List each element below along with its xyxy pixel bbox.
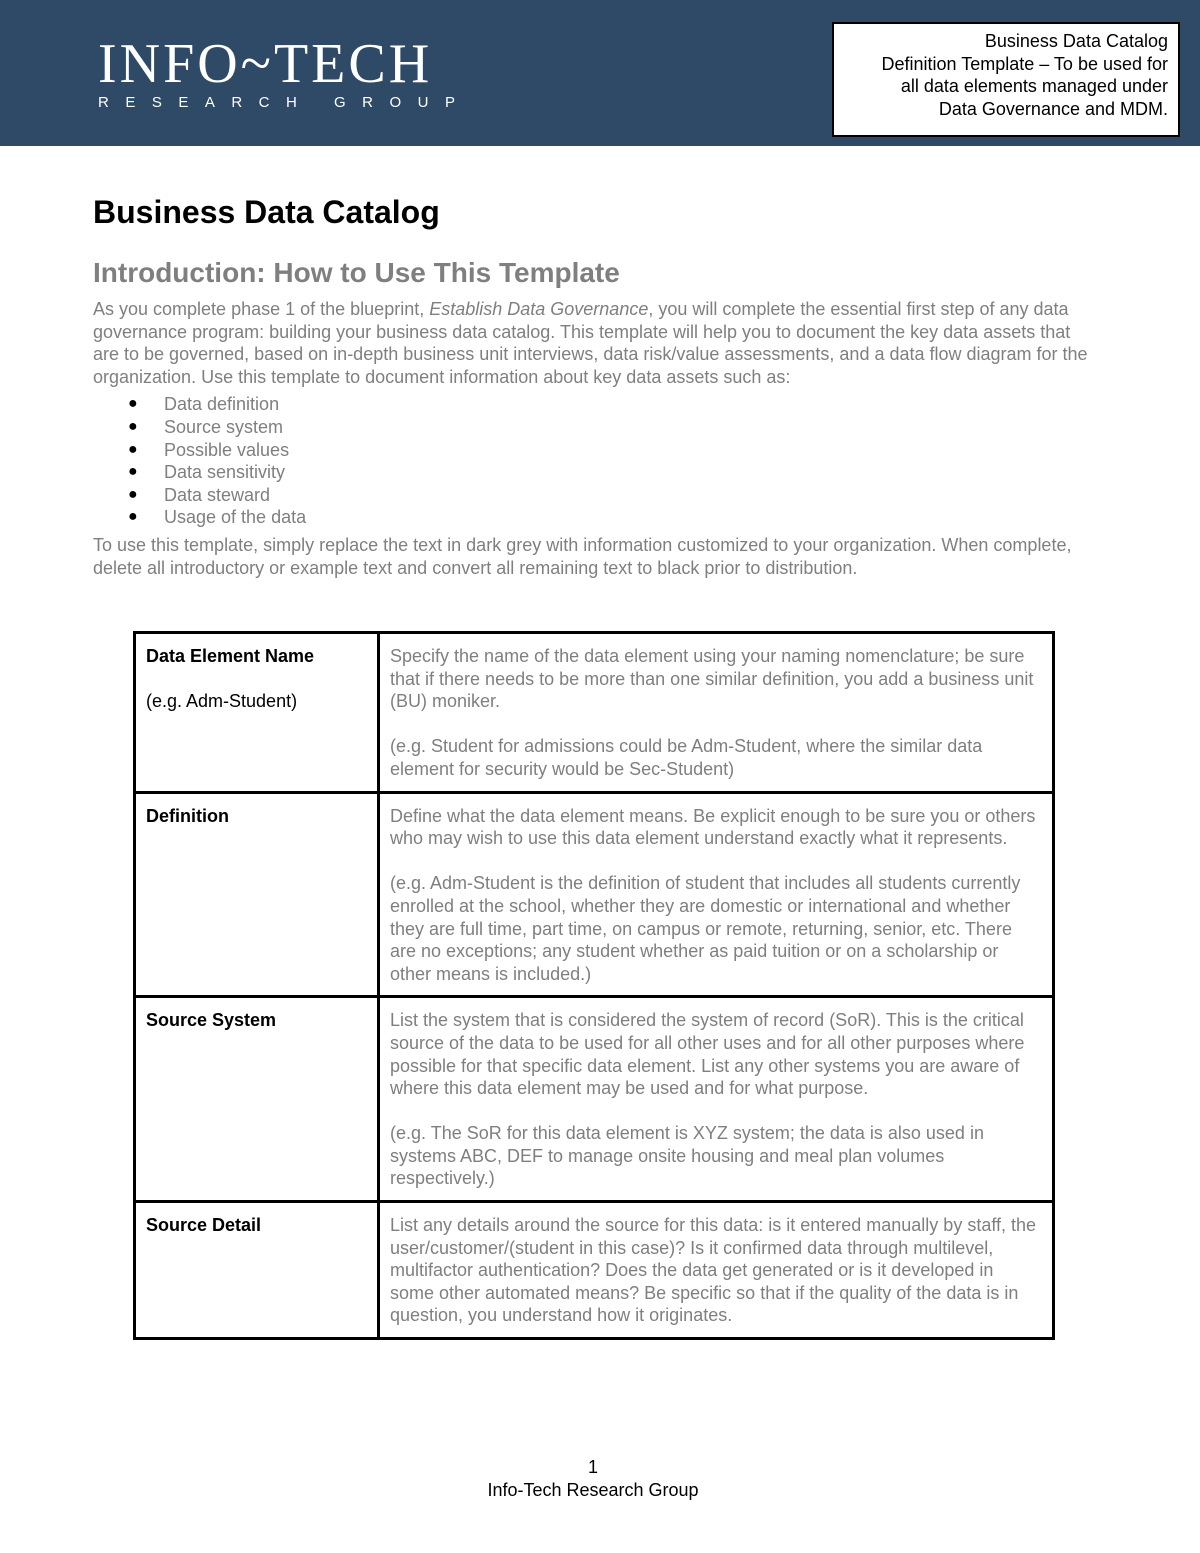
list-item: [93, 393, 1093, 416]
list-item-text: Usage of the data: [164, 507, 307, 528]
intro-text: , you will complete the essential first step of any data governance program: building your business data catalog. This template will help you to document the key data assets that are to be governed, based on in-depth business unit interviews, data risk/value assessments, and a data flow diagram for the organization. Use this template to document information about key data assets such as:: [93, 299, 1088, 387]
content-example: (e.g. Adm-Student is the definition of student that includes all students currently enrolled at the school, whether they are domestic or international and whether they are full time, part time, on campus or remote, returning, senior, etc. There are no exceptions; any student whether as paid tuition or on a scholarship or other means is included.): [390, 873, 1021, 984]
list-item-text: Source system: [164, 416, 284, 437]
content-example: (e.g. The SoR for this data element is XYZ system; the data is also used in systems ABC, DEF to manage onsite housing and meal plan volumes respectively.): [390, 1123, 984, 1189]
bullet-icon: ●: [128, 485, 138, 503]
bullet-icon: ●: [128, 440, 138, 458]
table-row: [135, 1202, 1054, 1339]
content-example: (e.g. Student for admissions could be Adm-Student, where the similar data element for security would be Sec-Student): [390, 736, 983, 779]
blueprint-phase-name: Establish Data Governance: [429, 299, 649, 319]
intro-paragraph: [93, 298, 1093, 388]
row-label: Definition: [146, 805, 229, 826]
content-paragraph: List any details around the source for this data: is it entered manually by staff, the user/customer/(student in this case)? Is it confirmed data through multilevel, multifactor authentication? Does the data get generated or is it developed in some other automated means? Be specific so that if the quality of the data is in question, you understand how it originates.: [390, 1215, 1037, 1326]
row-label-cell: [135, 633, 379, 793]
header-box-line: Definition Template – To be used for: [881, 53, 1168, 74]
bullet-icon: ●: [128, 417, 138, 435]
row-content-cell[interactable]: [379, 997, 1054, 1202]
row-label-cell: [135, 1202, 379, 1339]
header-box-line: all data elements managed under: [900, 76, 1168, 97]
list-item-text: Possible values: [164, 439, 290, 460]
row-label-cell: [135, 792, 379, 997]
instructions-paragraph: To use this template, simply replace the text in dark grey with information customized to your organization. When complete, delete all introductory or example text and convert all remaining text to black prior to distribution.: [93, 534, 1072, 578]
table-row: [135, 997, 1054, 1202]
bullet-icon: ●: [128, 395, 138, 413]
intro-text: As you complete phase 1 of the blueprint,: [93, 299, 430, 319]
list-item-text: Data sensitivity: [164, 462, 286, 483]
list-item: [93, 484, 1093, 507]
page-footer: [0, 1456, 1200, 1502]
document-title: Business Data Catalog: [93, 194, 440, 230]
info-tech-logo: [98, 34, 472, 111]
bullet-icon: ●: [128, 463, 138, 481]
list-item: [93, 439, 1093, 462]
row-label: Source Detail: [146, 1215, 262, 1236]
logo-wordmark: INFO~TECH: [98, 33, 433, 95]
page-number: 1: [587, 1457, 598, 1477]
header-description-box: [832, 22, 1180, 137]
list-item-text: Data steward: [164, 484, 271, 505]
list-item: [93, 416, 1093, 439]
list-item: [93, 506, 1093, 529]
list-item: [93, 461, 1093, 484]
intro-heading: Introduction: How to Use This Template: [93, 257, 620, 288]
bullet-icon: ●: [128, 508, 138, 526]
row-content-cell[interactable]: [379, 633, 1054, 793]
table-row: [135, 633, 1054, 793]
data-catalog-table: [133, 631, 1055, 1340]
content-paragraph: List the system that is considered the system of record (SoR). This is the critical source of the data to be used for all other uses and for all other purposes where possible for that specific data element. List any other systems you are aware of where this data element may be used and for what purpose.: [390, 1010, 1025, 1099]
row-label-cell: [135, 997, 379, 1202]
list-item-text: Data definition: [164, 394, 280, 415]
intro-section: [93, 298, 1093, 579]
header-box-line: Data Governance and MDM.: [938, 98, 1168, 119]
row-content-cell[interactable]: [379, 792, 1054, 997]
footer-company: Info-Tech Research Group: [487, 1480, 699, 1500]
row-label: Data Element Name: [146, 646, 315, 666]
content-paragraph: Define what the data element means. Be explicit enough to be sure you or others who may wish to use this data element understand exactly what it represents.: [390, 805, 1036, 849]
row-sublabel: (e.g. Adm-Student): [146, 691, 298, 712]
row-content-cell[interactable]: [379, 1202, 1054, 1339]
row-label: Source System: [146, 1010, 277, 1031]
header-band: [0, 0, 1200, 146]
header-box-line: Business Data Catalog: [984, 31, 1168, 51]
content-paragraph: Specify the name of the data element using your naming nomenclature; be sure that if there needs to be more than one similar definition, you add a business unit (BU) moniker.: [390, 646, 1034, 712]
table-row: [135, 792, 1054, 997]
asset-info-list: [93, 393, 1093, 529]
logo-subtitle: RESEARCH GROUP: [98, 94, 472, 111]
